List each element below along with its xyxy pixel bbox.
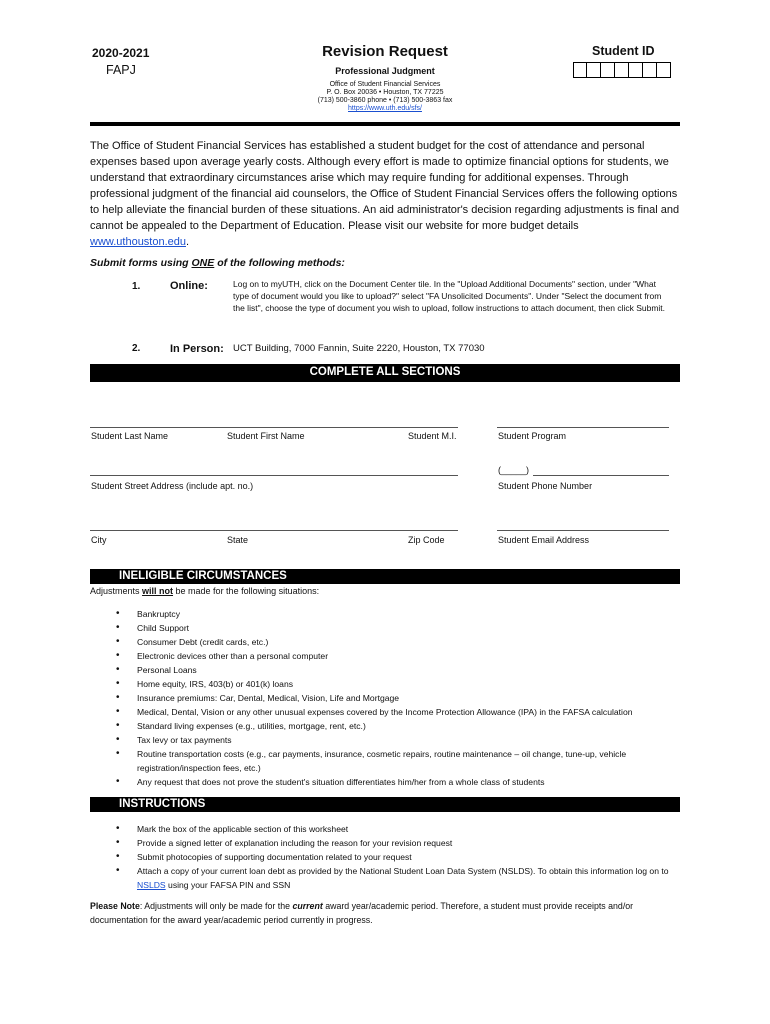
phone-area-code: (_____)	[498, 465, 530, 475]
name-field-line[interactable]	[90, 427, 458, 428]
nslds-item-text: Attach a copy of your current loan debt as provided by the National Student Loan Data System (NSLDS). To obtain this information log on to	[137, 866, 669, 876]
method-text-in-person: UCT Building, 7000 Fannin, Suite 2220, Houston, TX 77030	[233, 343, 485, 354]
instructions-list	[116, 822, 681, 892]
please-note-emphasis: current	[292, 901, 323, 911]
address-field-line[interactable]	[90, 475, 458, 476]
middle-initial-label: Student M.I.	[408, 431, 457, 441]
program-label: Student Program	[498, 431, 567, 441]
form-title: Revision Request	[322, 43, 448, 60]
award-year: 2020-2021	[92, 46, 150, 60]
method-number: 2.	[132, 343, 141, 354]
list-item: • Routine transportation costs (e.g., car payments, insurance, cosmetic repairs, routine maintenance – oil change, tune-up, vehicle registration/inspection fees, etc.)	[116, 747, 686, 775]
student-id-digit-box[interactable]	[587, 62, 601, 78]
student-id-digit-box[interactable]	[643, 62, 657, 78]
submit-prefix: Submit forms using	[90, 257, 192, 269]
list-item: • Any request that does not prove the student's situation differentiates him/her from a whole class of students	[116, 775, 686, 789]
instructions-heading: INSTRUCTIONS	[90, 797, 680, 812]
website-link[interactable]: www.uthouston.edu	[90, 236, 187, 248]
email-label: Student Email Address	[498, 535, 590, 545]
state-label: State	[227, 535, 249, 545]
student-id-digit-box[interactable]	[615, 62, 629, 78]
list-item: • Tax levy or tax payments	[116, 733, 686, 747]
student-id-label: Student ID	[592, 44, 655, 58]
note-prefix: Adjustments	[90, 586, 143, 596]
list-item: • Mark the box of the applicable section of this worksheet	[116, 822, 681, 836]
last-name-label: Student Last Name	[91, 431, 169, 441]
city-label: City	[91, 535, 107, 545]
office-address: P. O. Box 20036 • Houston, TX 77225	[326, 89, 444, 96]
office-website-link[interactable]: https://www.uth.edu/sfs/	[348, 105, 422, 112]
list-item	[116, 864, 681, 892]
program-field-line[interactable]	[497, 427, 669, 428]
method-number: 1.	[132, 281, 141, 292]
list-item: • Child Support	[116, 621, 686, 635]
please-note-label: Please Note	[90, 901, 140, 911]
phone-label: Student Phone Number	[498, 481, 593, 491]
method-label-in-person: In Person:	[170, 343, 224, 355]
list-item: • Home equity, IRS, 403(b) or 401(k) loans	[116, 677, 686, 691]
list-item: • Personal Loans	[116, 663, 686, 677]
city-state-zip-field-line[interactable]	[90, 530, 458, 531]
method-text-online: Log on to myUTH, click on the Document Center tile. In the "Upload Additional Documents" section, under "What type of document would you like to upload?" select "FA Unsolicited Documents". Under "Select the document from the list", choose the type of document you wish to upload, follow instructions to attach document, then click Submit.	[233, 279, 666, 313]
student-id-boxes[interactable]	[573, 62, 671, 78]
submit-emphasis: ONE	[191, 257, 215, 269]
note-suffix: be made for the following situations:	[173, 586, 320, 596]
intro-end: .	[186, 236, 190, 248]
street-address-label: Student Street Address (include apt. no.)	[91, 481, 254, 491]
please-note-prefix: : Adjustments will only be made for the	[139, 901, 293, 911]
list-item: • Submit photocopies of supporting documentation related to your request	[116, 850, 681, 864]
email-field-line[interactable]	[497, 530, 669, 531]
list-item: • Provide a signed letter of explanation including the reason for your revision request	[116, 836, 681, 850]
student-id-digit-box[interactable]	[601, 62, 615, 78]
zip-label: Zip Code	[408, 535, 445, 545]
submit-suffix: of the following methods:	[214, 257, 345, 269]
intro-text: The Office of Student Financial Services has established a student budget for the cost of attendance and personal expenses based upon average yearly costs. Although every effort is made to optimize financial options for students, we understand that extraordinary circumstances arise which may require funding for additional expenses. Through professional judgment of the financial aid counselors, the Office of Student Financial Services offers the following options to help alleviate the financial burden of these situations. An aid administrator's decision regarding adjustments is final and cannot be appealed to the Department of Education. Please visit our website for more budget details	[90, 140, 680, 232]
list-item: • Consumer Debt (credit cards, etc.)	[116, 635, 686, 649]
ineligible-list	[116, 607, 686, 789]
note-emphasis: will not	[142, 586, 174, 596]
ineligible-note	[90, 586, 319, 596]
student-id-digit-box[interactable]	[629, 62, 643, 78]
header-divider	[90, 122, 680, 126]
method-label-online: Online:	[170, 280, 208, 292]
intro-paragraph	[90, 138, 680, 250]
office-name: Office of Student Financial Services	[329, 81, 441, 88]
student-id-digit-box[interactable]	[573, 62, 587, 78]
list-item: • Bankruptcy	[116, 607, 686, 621]
office-info	[0, 81, 770, 113]
please-note-suffix: award year/academic period. Therefore, a student must provide receipts and/or documentation for the award year/academic period currently in progress.	[90, 901, 634, 925]
list-item: • Medical, Dental, Vision or any other unusual expenses covered by the Income Protection Allowance (IPA) in the FAFSA calculation	[116, 705, 686, 719]
student-id-digit-box[interactable]	[657, 62, 671, 78]
complete-all-sections-banner: COMPLETE ALL SECTIONS	[90, 364, 680, 382]
office-phone: (713) 500-3860 phone • (713) 500-3863 fax	[317, 97, 453, 104]
list-item: • Insurance premiums: Car, Dental, Medical, Vision, Life and Mortgage	[116, 691, 686, 705]
list-item: • Standard living expenses (e.g., utilities, mortgage, rent, etc.)	[116, 719, 686, 733]
form-code: FAPJ	[106, 63, 136, 77]
ineligible-circumstances-heading: INELIGIBLE CIRCUMSTANCES	[90, 569, 680, 584]
nslds-link[interactable]: NSLDS	[137, 880, 166, 890]
first-name-label: Student First Name	[227, 431, 305, 441]
submit-methods-heading	[90, 257, 345, 269]
please-note	[90, 899, 680, 927]
form-subtitle: Professional Judgment	[335, 66, 435, 76]
list-item: • Electronic devices other than a personal computer	[116, 649, 686, 663]
phone-field-line[interactable]	[533, 475, 669, 476]
nslds-item-suffix: using your FAFSA PIN and SSN	[165, 880, 291, 890]
